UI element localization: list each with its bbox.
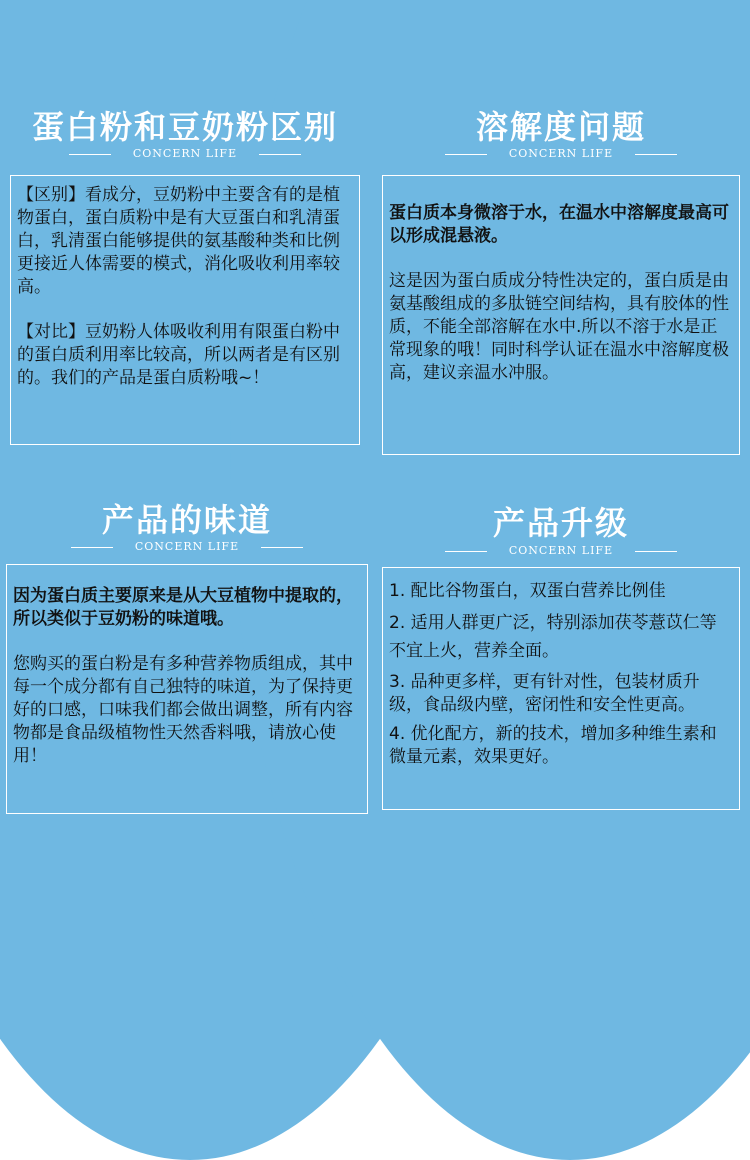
divider [261, 547, 303, 548]
lead-text: 因为蛋白质主要原来是从大豆植物中提取的，所以类似于豆奶粉的味道哦。 [13, 586, 353, 629]
list-item: 4. 优化配方，新的技术，增加多种维生素和微量元素，效果更好。 [389, 724, 717, 767]
divider [259, 154, 301, 155]
divider [445, 154, 487, 155]
paragraph: 您购买的蛋白粉是有多种营养物质组成，其中每一个成分都有自己独特的味道，为了保持更好的口感，口味我们都会做出调整，所有内容物都是食品级植物性天然香料哦，请放心使用！ [13, 654, 353, 766]
divider [69, 154, 111, 155]
divider [635, 154, 677, 155]
divider [71, 547, 113, 548]
text-box [6, 564, 368, 814]
text-box [382, 175, 740, 455]
divider [635, 551, 677, 552]
section-upgrade [382, 480, 740, 820]
text-box [10, 175, 360, 445]
section-title: 产品的味道 [101, 501, 272, 539]
tagline: CONCERN LIFE [10, 147, 360, 160]
section-difference [10, 0, 360, 450]
section-title: 产品升级 [492, 504, 629, 542]
section-title: 蛋白粉和豆奶粉区别 [31, 108, 338, 146]
paragraph: 【对比】豆奶粉人体吸收利用有限蛋白粉中的蛋白质利用率比较高，所以两者是有区别的。我们的产品是蛋白质粉哦~！ [17, 322, 340, 388]
tagline: CONCERN LIFE [6, 540, 368, 553]
divider [445, 551, 487, 552]
tagline: CONCERN LIFE [382, 544, 740, 557]
paragraph: 【区别】看成分，豆奶粉中主要含有的是植物蛋白，蛋白质粉中是有大豆蛋白和乳清蛋白，乳清蛋白能够提供的氨基酸种类和比例更接近人体需要的模式，消化吸收利用率较高。 [17, 185, 340, 297]
section-title: 溶解度问题 [475, 108, 646, 146]
list-item: 3. 品种更多样，更有针对性，包装材质升级，食品级内壁，密闭性和安全性更高。 [389, 672, 700, 715]
tagline: CONCERN LIFE [382, 147, 740, 160]
list-item: 1. 配比谷物蛋白，双蛋白营养比例佳 [389, 581, 666, 601]
section-solubility [382, 0, 740, 460]
lead-text: 蛋白质本身微溶于水，在温水中溶解度最高可以形成混悬液。 [389, 203, 729, 246]
text-box [382, 567, 740, 810]
section-taste [6, 480, 368, 820]
paragraph: 这是因为蛋白质成分特性决定的，蛋白质是由氨基酸组成的多肽链空间结构，具有胶体的性质，不能全部溶解在水中.所以不溶于水是正常现象的哦！同时科学认证在温水中溶解度极高，建议亲温水冲服。 [389, 271, 729, 383]
list-item: 2. 适用人群更广泛，特别添加茯苓薏苡仁等不宜上火，营养全面。 [389, 613, 717, 661]
